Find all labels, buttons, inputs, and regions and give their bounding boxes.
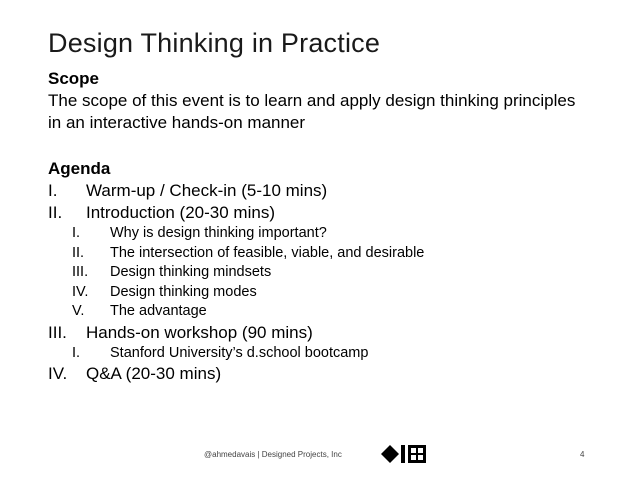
agenda-subitem-text: Design thinking mindsets: [110, 264, 272, 280]
agenda-item: [48, 180, 608, 202]
agenda-item-text: Q&A (20-30 mins): [86, 364, 222, 383]
agenda-subitem: [48, 244, 608, 264]
page-number: 4: [580, 450, 585, 459]
agenda-subitem-text: The advantage: [110, 303, 207, 319]
agenda-item-number: III.: [48, 322, 67, 342]
scope-heading: Scope: [48, 69, 100, 88]
agenda-subitem-text: Why is design thinking important?: [110, 225, 327, 241]
agenda-item-number: II.: [48, 203, 63, 222]
agenda-item-number: I.: [48, 181, 58, 200]
agenda-subitem-text: Design thinking modes: [110, 283, 257, 300]
scope-line-2: in an interactive hands-on manner: [48, 113, 306, 132]
agenda-subitem: [48, 283, 608, 303]
agenda-item-text: Hands-on workshop (90 mins): [86, 322, 313, 342]
agenda-subitem-text: Stanford University’s d.school bootcamp: [110, 344, 369, 361]
agenda-item-number: IV.: [48, 364, 68, 383]
agenda-subitem-number: II.: [72, 244, 85, 261]
agenda-subitem: [48, 224, 608, 244]
agenda-subitem-number: I.: [72, 344, 81, 361]
agenda-subitem: [48, 263, 608, 283]
spacer: [48, 134, 608, 158]
agenda-subitem-number: V.: [72, 303, 85, 319]
agenda-item: [48, 363, 608, 385]
agenda-heading: Agenda: [48, 159, 111, 178]
agenda-subitem-text: The intersection of feasible, viable, and desirable: [110, 244, 425, 261]
footer-credit: @ahmedavais | Designed Projects, Inc: [204, 450, 342, 459]
designed-projects-logo-icon: [379, 443, 429, 465]
slide-title: Design Thinking in Practice: [48, 28, 381, 58]
agenda-subitem: [48, 302, 608, 322]
agenda-item: [48, 322, 608, 344]
agenda-item-text: Introduction (20-30 mins): [86, 203, 275, 222]
agenda-subitem-number: IV.: [72, 283, 89, 300]
agenda-item-text: Warm-up / Check-in (5-10 mins): [86, 181, 328, 200]
scope-line-1: The scope of this event is to learn and apply design thinking principles: [48, 91, 576, 110]
agenda-item: [48, 202, 608, 224]
slide-content: [48, 68, 608, 385]
agenda-subitem-number: I.: [72, 225, 81, 241]
agenda-subitem: [48, 344, 608, 364]
agenda-subitem-number: III.: [72, 264, 89, 280]
